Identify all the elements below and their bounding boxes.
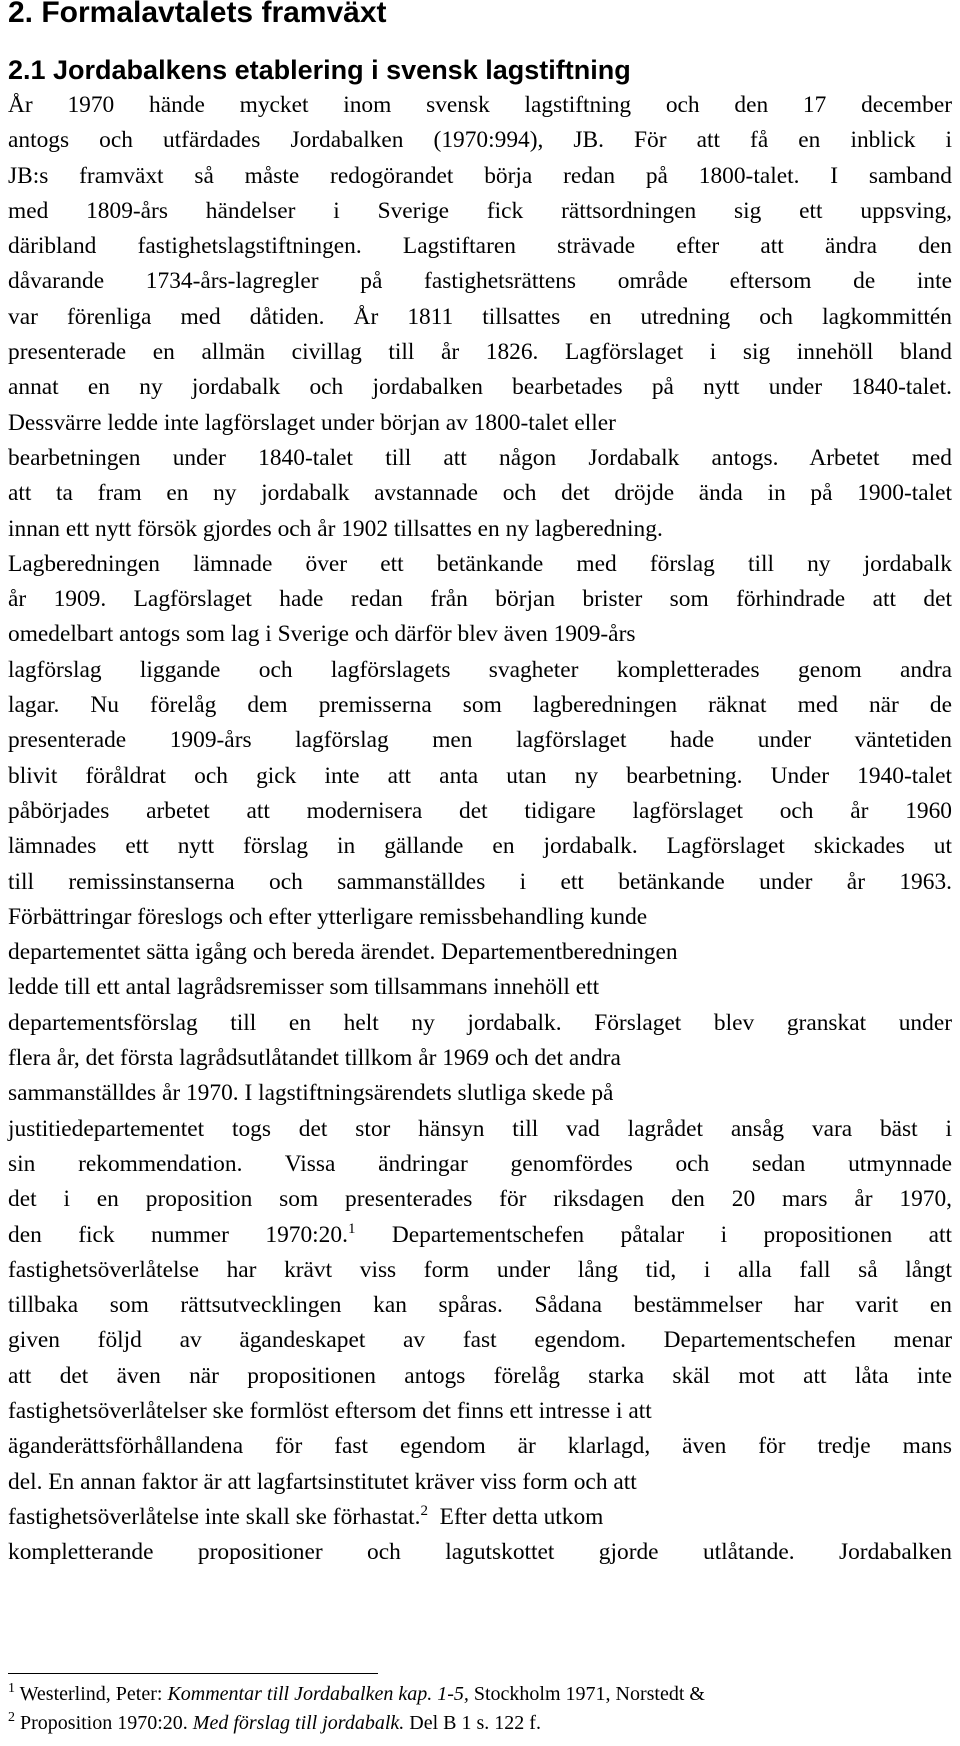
text-line: Lagberedningen lämnade över ett betänkande med förslag till ny jordabalk [8,550,952,577]
footnote-number: 2 [8,1710,15,1725]
text-line-with-footnote-2: fastighetsöverlåtelse inte skall ske förhastat.$^2$ Efter detta utkom [8,1502,604,1530]
text-line: däribland fastighetslagstiftningen. Lagstiftaren strävade efter att ändra den [8,233,952,260]
text-line: att det även när propositionen antogs förelåg starka skäl mot att låta inte [8,1362,952,1389]
footnote-1 [8,1680,952,1709]
text-line: sin rekommendation. Vissa ändringar genomfördes och sedan utmynnade [8,1150,952,1177]
text-line: fastighetsöverlåtelser ske formlöst eftersom det finns ett intresse i att [8,1397,652,1424]
footnote-number: 1 [8,1681,15,1696]
text-line: med 1809-års händelser i Sverige fick rättsordningen sig ett uppsving, [8,197,952,224]
footnote-rest: Stockholm 1971, Norstedt & [468,1683,705,1705]
footnote-author: Westerlind, Peter: [19,1683,168,1705]
text-line: bearbetningen under 1840-talet till att någon Jordabalk antogs. Arbetet med [8,444,952,471]
footnote-separator [8,1673,378,1674]
text-line-with-footnote-1: den fick nummer 1970:20.$^1$ Departementschefen påtalar i propositionen att [8,1220,952,1248]
text-line: departementet sätta igång och bereda ärendet. Departementberedningen [8,939,678,966]
text-line: det i en proposition som presenterades för riksdagen den 20 mars år 1970, [8,1186,952,1213]
text-line: innan ett nytt försök gjordes och år 1902 tillsattes en ny lagberedning. [8,515,663,542]
footnote-2 [8,1709,952,1738]
body-paragraph [8,88,952,1570]
section-heading: 2.1 Jordabalkens etablering i svensk lagstiftning [8,55,631,85]
footnote-author: Proposition 1970:20. [20,1712,193,1734]
text-line: att ta fram en ny jordabalk avstannade och det dröjde ända in på 1900-talet [8,480,952,507]
text-line: var förenliga med dåtiden. År 1811 tillsattes en utredning och lagkommittén [8,303,952,330]
text-line: Dessvärre ledde inte lagförslaget under början av 1800-talet eller [8,409,616,436]
text-line: tillbaka som rättsutvecklingen kan spåras. Sådana bestämmelser har varit en [8,1292,952,1319]
text-line: given följd av ägandeskapet av fast egendom. Departementschefen menar [8,1327,952,1354]
text-line: lagförslag liggande och lagförslagets svagheter kompletterades genom andra [8,656,952,683]
text-line: annat en ny jordabalk och jordabalken bearbetades på nytt under 1840-talet. [8,374,952,401]
footnotes [8,1680,952,1738]
footnote-title: Med förslag till jordabalk. [192,1712,405,1734]
text-line: dåvarande 1734-års-lagregler på fastighetsrättens område eftersom de inte [8,268,952,295]
text-line: Förbättringar föreslogs och efter ytterligare remissbehandling kunde [8,903,648,930]
footnote-title: Kommentar till Jordabalken kap. 1-5, [167,1683,469,1705]
text-line: lagar. Nu förelåg dem premisserna som lagberedningen räknat med när de [8,692,952,719]
text-line: blivit föråldrat och gick inte att anta utan ny bearbetning. Under 1940-talet [8,762,952,789]
text-line: påbörjades arbetet att modernisera det tidigare lagförslaget och år 1960 [8,797,952,824]
text-line: presenterade en allmän civillag till år 1826. Lagförslaget i sig innehöll bland [8,339,952,366]
text-line: år 1909. Lagförslaget hade redan från början brister som förhindrade att det [8,586,952,613]
text-line: presenterade 1909-års lagförslag men lagförslaget hade under väntetiden [8,727,952,754]
text-line: sammanställdes år 1970. I lagstiftningsärendets slutliga skede på [8,1080,614,1107]
chapter-heading: 2. Formalavtalets framväxt [8,0,387,29]
footnote-ref-1[interactable]: 1 [347,1220,356,1237]
text-line: äganderättsförhållandena för fast egendom är klarlagd, även för tredje mans [8,1433,952,1460]
text-line: lämnades ett nytt förslag in gällande en jordabalk. Lagförslaget skickades ut [8,833,952,860]
text-line: antogs och utfärdades Jordabalken (1970:994), JB. För att få en inblick i [8,127,952,154]
footnote-ref-2[interactable]: 2 [420,1502,428,1519]
text-line: del. En annan faktor är att lagfartsinstitutet kräver viss form och att [8,1468,637,1495]
text-line: År 1970 hände mycket inom svensk lagstiftning och den 17 december [8,92,952,118]
text-line: JB:s framväxt så måste redogörandet börja redan på 1800-talet. I samband [8,162,952,189]
footnote-rest: Del B 1 s. 122 f. [404,1712,541,1734]
text-line: fastighetsöverlåtelse har krävt viss form under lång tid, i alla fall så långt [8,1256,952,1283]
text-line: departementsförslag till en helt ny jordabalk. Förslaget blev granskat under [8,1009,952,1036]
text-line: kompletterande propositioner och lagutskottet gjorde utlåtande. Jordabalken [8,1539,952,1566]
text-line: ledde till ett antal lagrådsremisser som tillsammans innehöll ett [8,974,600,1001]
text-line: till remissinstanserna och sammanställdes i ett betänkande under år 1963. [8,868,952,895]
text-line: flera år, det första lagrådsutlåtandet tillkom år 1969 och det andra [8,1045,621,1072]
text-line: justitiedepartementet togs det stor hänsyn till vad lagrådet ansåg vara bäst i [8,1115,952,1142]
text-line: omedelbart antogs som lag i Sverige och därför blev även 1909-års [8,621,636,648]
